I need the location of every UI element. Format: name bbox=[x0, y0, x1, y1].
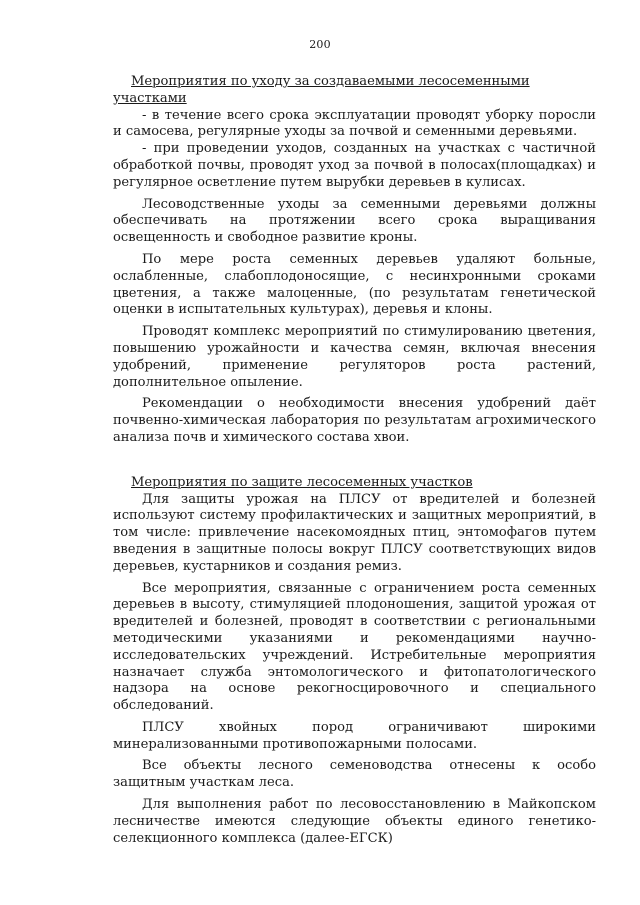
paragraph: По мере роста семенных деревьев удаляют больные, ослабленные, слабоплодоносящие, с несинхронными сроками цветения, а также малоценные, (по результатам генетической оценки в испытательных культурах), деревья и клоны. bbox=[113, 251, 596, 318]
page-number: 200 bbox=[309, 38, 331, 51]
paragraph: Рекомендации о необходимости внесения удобрений даёт почвенно-химическая лаборатория по результатам агрохимического анализа почв и химического состава хвои. bbox=[113, 396, 596, 445]
section-spacer bbox=[113, 447, 596, 475]
section-heading-care: Мероприятия по уходу за создаваемыми лесосеменными участками bbox=[113, 74, 530, 106]
paragraph: ПЛСУ хвойных пород ограничивают широкими минерализованными противопожарными полосами. bbox=[113, 719, 596, 752]
paragraph: Лесоводственные уходы за семенными деревьями должны обеспечивать на протяжении всего срока выращивания освещенность и свободное развитие кроны. bbox=[113, 196, 596, 246]
document-body bbox=[113, 74, 596, 847]
paragraph: Все мероприятия, связанные с ограничением роста семенных деревьев в высоту, стимуляцией плодоношения, защитой урожая от вредителей и болезней, проводят в соответствии с региональными методическими указаниями и рекомендациями научно-исследовательских учреждений. Истребительные мероприятия назначает служба энтомологического и фитопатологического надзора на основе рекогносцировочного и специального обследований. bbox=[113, 580, 596, 714]
paragraph: Для выполнения работ по лесовосстановлению в Майкопском лесничестве имеются следующие объекты единого генетико-селекционного комплекса (далее-ЕГСК) bbox=[113, 797, 596, 846]
paragraph: - при проведении уходов, созданных на участках с частичной обработкой почвы, проводят уход за почвой в полосах(площадках) и регулярное осветление путем вырубки деревьев в кулисах. bbox=[113, 141, 596, 190]
paragraph: Проводят комплекс мероприятий по стимулированию цветения, повышению урожайности и качества семян, включая внесения удобрений, применение регуляторов роста растений, дополнительное опыление. bbox=[113, 324, 596, 390]
section-heading-protection: Мероприятия по защите лесосеменных участков bbox=[131, 474, 473, 490]
paragraph: Для защиты урожая на ПЛСУ от вредителей и болезней используют систему профилактических и защитных мероприятий, в том числе: привлечение насекомоядных птиц, энтомофагов путем введения в защитные полосы вокруг ПЛСУ соответствующих видов деревьев, кустарников и создания ремиз. bbox=[113, 491, 596, 574]
paragraph: - в течение всего срока эксплуатации проводят уборку поросли и самосева, регулярные уходы за почвой и семенными деревьями. bbox=[113, 107, 596, 140]
paragraph: Все объекты лесного семеноводства отнесены к особо защитным участкам леса. bbox=[113, 758, 596, 791]
